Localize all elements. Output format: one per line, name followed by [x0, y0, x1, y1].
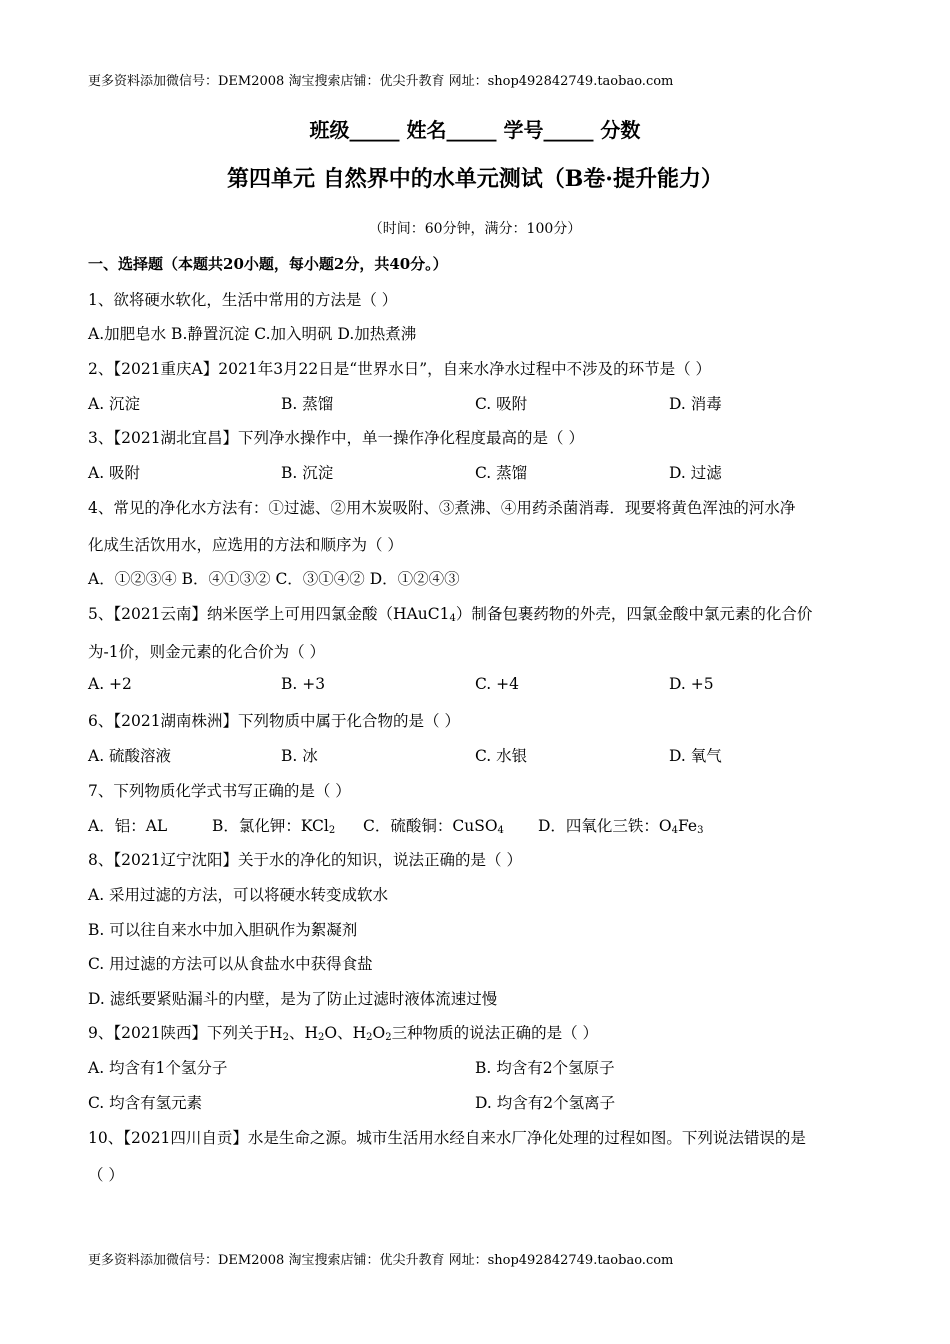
question-9-option-d: D. 均含有2个氢离子 — [475, 1094, 616, 1112]
question-5-option-d: D. +5 — [669, 675, 714, 693]
question-5-option-b: B. +3 — [281, 675, 326, 693]
time-note: （时间：60分钟，满分：100分） — [368, 221, 582, 237]
page-title: 第四单元 自然界中的水单元测试（B卷·提升能力） — [227, 166, 723, 192]
question-2-option-a: A. 沉淀 — [88, 395, 141, 413]
question-9-stem: 9、【2021陕西】下列关于$H_2$、$H_2O$、$H_2O_2$三种物质的说法正确的是（ ） — [88, 1024, 598, 1043]
question-6-option-d: D. 氧气 — [669, 747, 722, 765]
question-9-option-b: B. 均含有2个氢原子 — [475, 1059, 615, 1077]
question-8-option-a: A. 采用过滤的方法，可以将硬水转变成软水 — [88, 886, 389, 904]
question-5-option-c: C. +4 — [475, 675, 520, 693]
question-8-option-d: D. 滤纸要紧贴漏斗的内壁，是为了防止过滤时液体流速过慢 — [88, 990, 498, 1008]
section-heading: 一、选择题（本题共20小题，每小题2分，共40分。） — [88, 255, 448, 273]
question-10-stem-line2: （ ） — [88, 1166, 124, 1184]
question-3-option-b: B. 沉淀 — [281, 464, 334, 482]
question-7-option-b: B．氯化钾：KCl$_2$ — [212, 817, 336, 836]
student-info-line: 班级_____ 姓名_____ 学号_____ 分数 — [309, 118, 641, 142]
question-3-option-c: C. 蒸馏 — [475, 464, 528, 482]
question-4-stem-line2: 化成生活饮用水，应选用的方法和顺序为（ ） — [88, 536, 403, 554]
question-7-stem: 7、下列物质化学式书写正确的是（ ） — [88, 782, 351, 800]
question-8-option-b: B. 可以往自来水中加入胆矾作为絮凝剂 — [88, 921, 358, 939]
question-5-stem-line1: 5、【2021云南】纳米医学上可用四氯金酸$(HAuC1_4)$制备包裹药物的外壳，四氯金酸中氯元素的化合价 — [88, 605, 813, 624]
question-6-option-a: A. 硫酸溶液 — [88, 747, 172, 765]
question-4-stem-line1: 4、常见的净化水方法有：①过滤、②用木炭吸附、③煮沸、④用药杀菌消毒．现要将黄色浑浊的河水净 — [88, 499, 796, 517]
question-7-option-c: C．硫酸铜：CuSO$_4$ — [363, 817, 504, 836]
question-3-stem: 3、【2021湖北宜昌】下列净水操作中，单一操作净化程度最高的是（ ） — [88, 429, 584, 447]
question-6-option-b: B. 冰 — [281, 747, 318, 765]
question-4-options: A．①②③④ B．④①③② C．③①④② D．①②④③ — [88, 570, 460, 588]
question-1-options: A.加肥皂水 B.静置沉淀 C.加入明矾 D.加热煮沸 — [88, 325, 417, 343]
question-7-option-a: A．铝：AL — [88, 817, 168, 835]
question-8-option-c: C. 用过滤的方法可以从食盐水中获得食盐 — [88, 955, 373, 973]
question-6-stem: 6、【2021湖南株洲】下列物质中属于化合物的是（ ） — [88, 712, 460, 730]
question-2-stem: 2、【2021重庆A】2021年3月22日是“世界水日”，自来水净水过程中不涉及的环节是（ ） — [88, 360, 712, 378]
question-2-option-c: C. 吸附 — [475, 395, 528, 413]
question-8-stem: 8、【2021辽宁沈阳】关于水的净化的知识，说法正确的是（ ） — [88, 851, 522, 869]
question-10-stem-line1: 10、【2021四川自贡】水是生命之源。城市生活用水经自来水厂净化处理的过程如图。下列说法错误的是 — [88, 1129, 806, 1147]
question-3-option-a: A. 吸附 — [88, 464, 141, 482]
page-footer: 更多资料添加微信号：DEM2008 淘宝搜索店铺：优尖升教育 网址：shop492842749.taobao.com — [88, 1253, 674, 1268]
question-7-option-d: D．四氧化三铁：$O_4Fe_3$ — [538, 817, 704, 836]
question-5-option-a: A. +2 — [88, 675, 132, 693]
question-3-option-d: D. 过滤 — [669, 464, 722, 482]
question-2-option-d: D. 消毒 — [669, 395, 722, 413]
question-1-stem: 1、欲将硬水软化，生活中常用的方法是（ ） — [88, 291, 398, 309]
page-header: 更多资料添加微信号：DEM2008 淘宝搜索店铺：优尖升教育 网址：shop492842749.taobao.com — [88, 74, 674, 89]
question-9-option-a: A. 均含有1个氢分子 — [88, 1059, 228, 1077]
question-5-stem-line2: 为-1价，则金元素的化合价为（ ） — [88, 643, 326, 661]
question-9-option-c: C. 均含有氢元素 — [88, 1094, 203, 1112]
question-2-option-b: B. 蒸馏 — [281, 395, 334, 413]
question-6-option-c: C. 水银 — [475, 747, 528, 765]
